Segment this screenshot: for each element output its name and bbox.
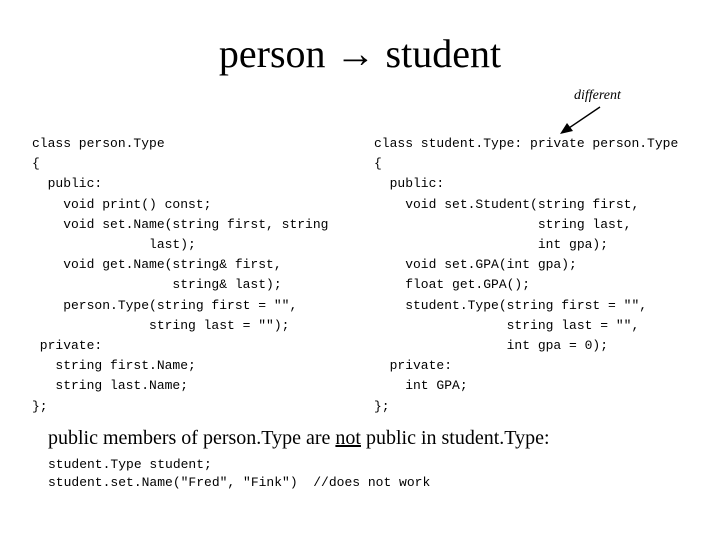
code-line: }; [32,398,48,414]
note-text-after: public in student.Type: [360,427,550,449]
code-line: }; [374,398,390,414]
code-line: int gpa); [374,237,609,253]
code-line: last); [32,237,196,253]
code-line: { [374,156,382,172]
code-line: { [32,156,40,172]
code-line: void set.Name(string first, string [32,216,329,232]
code-line: private: [32,338,103,354]
example-code-block [48,456,430,491]
code-line: student.set.Name("Fred", "Fink") //does not work [48,474,431,490]
code-line: string last = "", [374,317,640,333]
note-text-underlined: not [335,427,361,449]
code-line: public: [374,176,445,192]
code-line: string first.Name; [32,358,196,374]
code-line: int gpa = 0); [374,338,609,354]
annotation-arrow-icon [556,104,606,136]
code-line: public: [32,176,103,192]
note-text-before: public members of person.Type are [48,427,336,449]
different-annotation: different [574,88,621,103]
code-line: class student.Type: private person.Type [374,136,679,151]
code-line: void set.Student(string first, [374,196,640,212]
code-line: string& last); [32,277,282,293]
slide-title: person → student [218,31,502,76]
code-line: student.Type(string first = "", [374,297,648,313]
person-type-code-block [32,134,328,417]
code-line: void print() const; [32,196,212,212]
code-line: string last, [374,216,632,232]
student-type-code-block [374,134,678,417]
code-line: int GPA; [374,378,468,394]
code-line: void get.Name(string& first, [32,257,282,273]
code-line: string last.Name; [32,378,189,394]
code-line: void set.GPA(int gpa); [374,257,577,273]
code-line: class person.Type [32,136,165,151]
code-line: string last = ""); [32,317,290,333]
code-line: private: [374,358,453,374]
code-line: float get.GPA(); [374,277,531,293]
code-line: student.Type student; [48,457,212,472]
code-line: person.Type(string first = "", [32,297,298,313]
inheritance-note [48,426,550,450]
